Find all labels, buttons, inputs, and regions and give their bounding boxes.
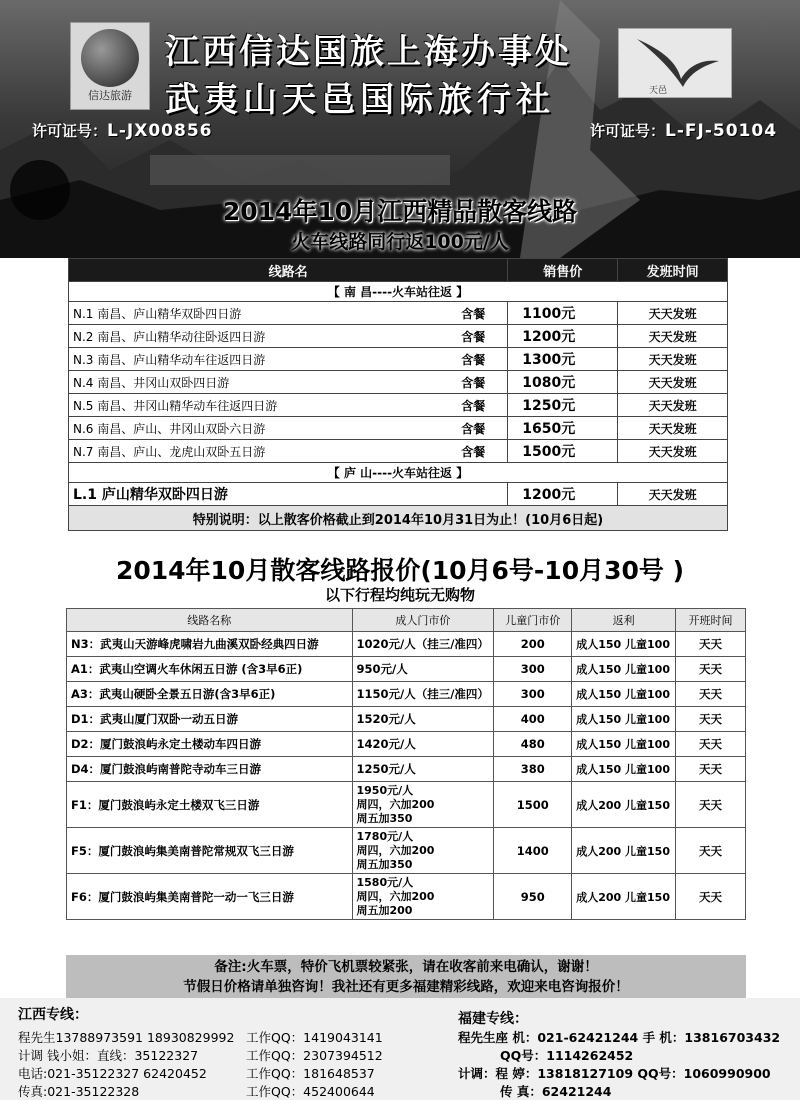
section-row [69, 463, 728, 483]
price-cell: 1100元 [508, 302, 618, 325]
adult-price: 1420元/人 [352, 732, 494, 757]
meal-label: 含餐 [461, 352, 486, 367]
table-row [69, 417, 728, 440]
col-header-departure: 开班时间 [676, 609, 746, 632]
table-row [69, 483, 728, 506]
rebate: 成人200 儿童150 [572, 828, 676, 874]
departure-cell: 天天发班 [618, 348, 728, 371]
route-cell [69, 348, 508, 371]
adult-price-line: 周四，六加200 [356, 843, 435, 857]
table-row [67, 682, 746, 707]
table-row [69, 394, 728, 417]
child-price: 950 [494, 874, 572, 920]
route-name: N.1 南昌、庐山精华双卧四日游 [73, 306, 242, 321]
departure: 天天 [676, 874, 746, 920]
table-row [69, 302, 728, 325]
adult-price-line: 1780元/人 [356, 829, 414, 843]
departure: 天天 [676, 657, 746, 682]
license-right [590, 120, 777, 141]
section-label: 【 庐 山----火车站往返 】 [69, 463, 728, 483]
logo-right-caption: 天邑 [649, 86, 668, 96]
section-subheading: 以下行程均纯玩无购物 [324, 586, 475, 604]
departure: 天天 [676, 632, 746, 657]
license-left [32, 120, 212, 141]
table-row [67, 732, 746, 757]
child-price: 300 [494, 682, 572, 707]
departure: 天天 [676, 682, 746, 707]
adult-price-line: 周五加200 [356, 903, 413, 917]
departure: 天天 [676, 732, 746, 757]
route-name: A1：武夷山空调火车休闲五日游 (含3早6正) [67, 657, 353, 682]
agency-name-shanghai: 江西信达国旅上海办事处 [165, 32, 572, 72]
departure-cell: 天天发班 [618, 302, 728, 325]
child-price: 1400 [494, 828, 572, 874]
price-cell: 1200元 [508, 483, 618, 506]
route-cell [69, 417, 508, 440]
tianyi-logo [618, 28, 732, 98]
adult-price-line: 周四，六加200 [356, 889, 435, 903]
license-label: 许可证号： [32, 122, 108, 140]
route-cell [69, 394, 508, 417]
col-header-adult: 成人门市价 [352, 609, 494, 632]
child-price: 200 [494, 632, 572, 657]
contact-line: 程先生座 机：021-62421244 手 机：13816703432 [458, 1030, 781, 1045]
rebate: 成人150 儿童100 [572, 682, 676, 707]
contact-line: 计调：程 婷：13818127109 QQ号：1060990900 [458, 1066, 771, 1081]
route-name: F5：厦门鼓浪屿集美南普陀常规双飞三日游 [67, 828, 353, 874]
adult-price: 1520元/人 [352, 707, 494, 732]
table-row [69, 348, 728, 371]
table-row [69, 371, 728, 394]
col-header-departure: 发班时间 [618, 259, 728, 282]
license-number: L-FJ-50104 [665, 121, 778, 141]
remark-line: 节假日价格请单独咨询！我社还有更多福建精彩线路，欢迎来电咨询报价！ [183, 979, 629, 995]
xinda-logo [70, 22, 150, 110]
price-cell: 1250元 [508, 394, 618, 417]
table-row [67, 757, 746, 782]
child-price: 480 [494, 732, 572, 757]
table-row [67, 707, 746, 732]
route-name: D4：厦门鼓浪屿南普陀寺动车三日游 [67, 757, 353, 782]
adult-price [352, 874, 494, 920]
contact-line: 传真:021-35122328 [18, 1084, 140, 1099]
meal-label: 含餐 [461, 444, 486, 459]
route-name: N.6 南昌、庐山、井冈山双卧六日游 [73, 421, 266, 436]
price-cell: 1080元 [508, 371, 618, 394]
qq-line: 工作QQ：452400644 [246, 1084, 375, 1099]
child-price: 380 [494, 757, 572, 782]
meal-label: 含餐 [461, 421, 486, 436]
col-header-rebate: 返利 [572, 609, 676, 632]
meal-label: 含餐 [461, 329, 486, 344]
departure: 天天 [676, 707, 746, 732]
route-cell [69, 440, 508, 463]
contact-line: QQ号：1114262452 [500, 1048, 634, 1063]
table-row [67, 657, 746, 682]
table-row [67, 828, 746, 874]
route-name: D2：厦门鼓浪屿永定土楼动车四日游 [67, 732, 353, 757]
table-header-row [69, 259, 728, 282]
jiangxi-routes-table [68, 258, 728, 531]
route-name: N.5 南昌、井冈山精华动车往返四日游 [73, 398, 278, 413]
globe-icon [81, 29, 139, 87]
price-cell: 1650元 [508, 417, 618, 440]
rebate: 成人200 儿童150 [572, 874, 676, 920]
table-row [67, 782, 746, 828]
route-name: F6：厦门鼓浪屿集美南普陀一动一飞三日游 [67, 874, 353, 920]
table-row [67, 632, 746, 657]
adult-price: 1150元/人（挂三/准四） [352, 682, 494, 707]
route-name: A3：武夷山硬卧全景五日游(含3早6正) [67, 682, 353, 707]
departure-cell: 天天发班 [618, 325, 728, 348]
route-name: L.1 庐山精华双卧四日游 [69, 483, 508, 506]
child-price: 1500 [494, 782, 572, 828]
route-name: N3：武夷山天游峰虎啸岩九曲溪双卧经典四日游 [67, 632, 353, 657]
rebate: 成人150 儿童100 [572, 757, 676, 782]
col-header-route: 线路名 [69, 259, 508, 282]
meal-label: 含餐 [461, 375, 486, 390]
adult-price-line: 周四，六加200 [356, 797, 435, 811]
table-row [67, 874, 746, 920]
note-row [69, 506, 728, 531]
fujian-routes-table [66, 608, 746, 920]
table-header-row [67, 609, 746, 632]
rebate: 成人150 儿童100 [572, 632, 676, 657]
departure: 天天 [676, 757, 746, 782]
child-price: 300 [494, 657, 572, 682]
special-note: 特别说明：以上散客价格截止到2014年10月31日为止！(10月6日起) [69, 506, 728, 531]
contact-line: 计调 钱小姐：直线：35122327 [18, 1048, 199, 1063]
license-label: 许可证号： [590, 122, 666, 140]
table-row [69, 440, 728, 463]
meal-label: 含餐 [461, 306, 486, 321]
price-cell: 1200元 [508, 325, 618, 348]
rebate: 成人150 儿童100 [572, 657, 676, 682]
route-name: D1：武夷山厦门双卧一动五日游 [67, 707, 353, 732]
meal-label: 含餐 [461, 398, 486, 413]
logo-left-caption: 信达旅游 [88, 89, 132, 102]
route-cell [69, 302, 508, 325]
adult-price [352, 782, 494, 828]
qq-line: 工作QQ：1419043141 [246, 1030, 383, 1045]
route-name: N.4 南昌、井冈山双卧四日游 [73, 375, 230, 390]
route-name: N.3 南昌、庐山精华动车往返四日游 [73, 352, 266, 367]
adult-price-line: 周五加350 [356, 811, 413, 825]
contact-line: 传 真：62421244 [500, 1084, 612, 1099]
section-row [69, 282, 728, 302]
adult-price-line: 1950元/人 [356, 783, 414, 797]
child-price: 400 [494, 707, 572, 732]
jiangxi-contact-title: 江西专线： [18, 1007, 88, 1023]
route-cell [69, 371, 508, 394]
col-header-route: 线路名称 [67, 609, 353, 632]
page-title: 2014年10月江西精品散客线路 [222, 197, 578, 226]
agency-name-wuyishan: 武夷山天邑国际旅行社 [165, 80, 555, 120]
departure-cell: 天天发班 [618, 371, 728, 394]
header-banner [0, 0, 800, 258]
route-cell [69, 325, 508, 348]
page-subtitle: 火车线路同行返100元/人 [291, 231, 509, 253]
section-heading: 2014年10月散客线路报价(10月6号-10月30号 ) [115, 556, 685, 585]
adult-price-line: 周五加350 [356, 857, 413, 871]
col-header-price: 销售价 [508, 259, 618, 282]
contact-line: 电话:021-35122327 62420452 [18, 1066, 207, 1081]
contact-line: 程先生13788973591 18930829992 [18, 1030, 235, 1045]
adult-price-line: 1580元/人 [356, 875, 414, 889]
departure-cell: 天天发班 [618, 394, 728, 417]
qq-line: 工作QQ：181648537 [246, 1066, 375, 1081]
rebate: 成人150 儿童100 [572, 707, 676, 732]
departure: 天天 [676, 782, 746, 828]
section-label: 【 南 昌----火车站往返 】 [69, 282, 728, 302]
contact-footer [0, 998, 800, 1100]
adult-price: 950元/人 [352, 657, 494, 682]
adult-price [352, 828, 494, 874]
route-name: N.2 南昌、庐山精华动往卧返四日游 [73, 329, 266, 344]
fujian-contact-title: 福建专线： [458, 1011, 528, 1027]
qq-line: 工作QQ：2307394512 [246, 1048, 383, 1063]
rebate: 成人200 儿童150 [572, 782, 676, 828]
table-row [69, 325, 728, 348]
departure-cell: 天天发班 [618, 483, 728, 506]
departure-cell: 天天发班 [618, 417, 728, 440]
remark-box [66, 955, 746, 1001]
price-cell: 1300元 [508, 348, 618, 371]
col-header-child: 儿童门市价 [494, 609, 572, 632]
route-name: N.7 南昌、庐山、龙虎山双卧五日游 [73, 444, 266, 459]
departure: 天天 [676, 828, 746, 874]
departure-cell: 天天发班 [618, 440, 728, 463]
adult-price: 1020元/人（挂三/准四） [352, 632, 494, 657]
price-cell: 1500元 [508, 440, 618, 463]
route-name: F1：厦门鼓浪屿永定土楼双飞三日游 [67, 782, 353, 828]
rebate: 成人150 儿童100 [572, 732, 676, 757]
adult-price: 1250元/人 [352, 757, 494, 782]
license-number: L-JX00856 [107, 121, 213, 141]
bird-icon [619, 29, 731, 97]
remark-line: 备注:火车票，特价飞机票较紧张，请在收客前来电确认，谢谢！ [214, 959, 598, 975]
